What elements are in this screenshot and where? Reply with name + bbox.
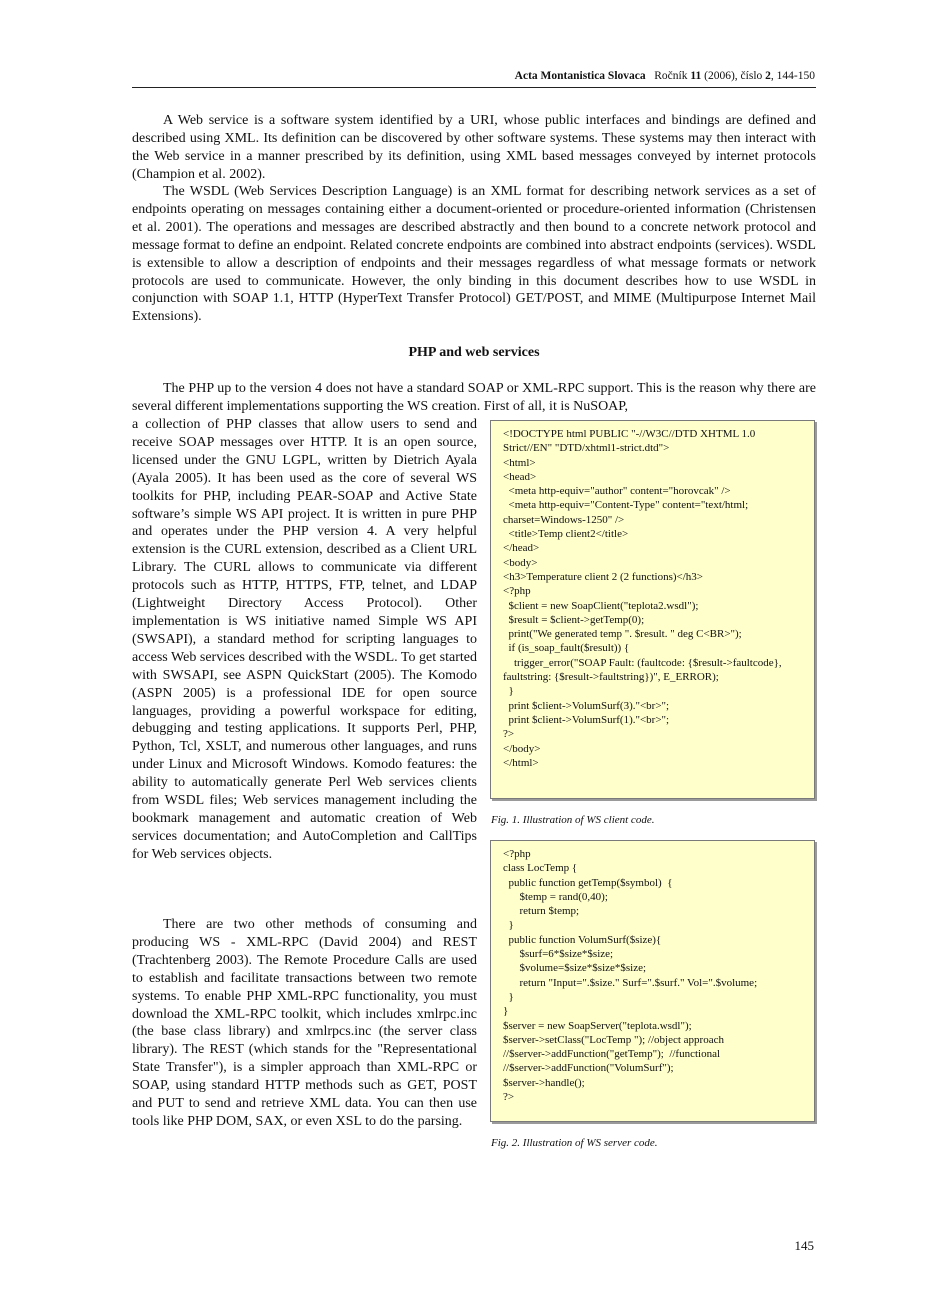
paragraph-web-service-definition: A Web service is a software system identified by a URI, whose public interfaces and bindings are defined and described using XML. Its definition can be discovered by other software systems. These systems may then interact with the Web service in a manner prescribed by its definition, using XML based messages conveyed by internet protocols (Champion et al. 2002).	[132, 113, 816, 182]
running-header	[132, 69, 815, 83]
rocnik-label: Ročník	[654, 70, 688, 82]
figure-1-code-box: <!DOCTYPE html PUBLIC "-//W3C//DTD XHTML 1.0 Strict//EN" "DTD/xhtml1-strict.dtd"> <html> <head> <meta http-equiv="author" content="horovcak" /> <meta http-equiv="Content-Type" content="text/html; charset=Windows-1250" /> <title>Temp client2</title> </head> <body> <h3>Temperature client 2 (2 functions)</h3> <?php $client = new SoapClient("teplota2.wsdl"); $result = $client->getTemp(0); print("We generated temp ". $result. " deg C<BR>"); if (is_soap_fault($result)) { trigger_error("SOAP Fault: (faultcode: {$result->faultcode}, faultstring: {$result->faultstring})", E_ERROR); } print $client->VolumSurf(3)."<br>"; print $client->VolumSurf(1)."<br>"; ?> </body> </html>	[490, 420, 815, 799]
header-divider	[132, 87, 816, 88]
year: (2006),	[704, 70, 738, 82]
figure-2-code-box: <?php class LocTemp { public function getTemp($symbol) { $temp = rand(0,40); return $temp; } public function VolumSurf($size){ $surf=6*$size*$size; $volume=$size*$size*$size; return "Input=".$size." Surf=".$surf." Vol=".$volume; } } $server = new SoapServer("teplota.wsdl"); $server->setClass("LocTemp "); //object approach //$server->addFunction("getTemp"); //functional //$server->addFunction("VolumSurf"); $server->handle(); ?>	[490, 840, 815, 1122]
page-range: , 144-150	[770, 70, 815, 82]
paragraph-xmlrpc-rest: There are two other methods of consuming and producing WS - XML-RPC (David 2004) and REST (Trachtenberg 2003). The Remote Procedure Calls are used to establish and facilitate transactions between two remote systems. To enable PHP XML-RPC functionality, you must download the XML-RPC toolkit, which includes xmlrpc.inc (the base class library) and xmlrpcs.inc (the server class library). The REST (which stands for the "Representational State Transfer"), is a simpler approach than XML-RPC or SOAP, using standard HTTP methods such as GET, POST and PUT to send and retrieve XML data. You can then use tools like PHP DOM, SAX, or even XSL to do the parsing.	[132, 917, 477, 1129]
issue-number: 2	[765, 70, 771, 82]
figure-2-caption: Fig. 2. Illustration of WS server code.	[491, 1137, 658, 1149]
paragraph-nusoap: a collection of PHP classes that allow users to send and receive SOAP messages over HTTP. It is an open source, licensed under the GNU LGPL, written by Dietrich Ayala (Ayala 2005). It has been used as the core of several WS toolkits for PHP, including PEAR-SOAP and Active State software’s simple WS API project. It is written in pure PHP and operates under the PHP version 4. A very helpful extension is the CURL extension, described as a Client URL Library. The CURL allows to communicate via different protocols such as HTTP, HTTPS, FTP, telnet, and LDAP (Lightweight Directory Access Protocol). Other implementation is WS initiative named Simple WS API (SWSAPI), a standard method for scripting languages to access Web services described with the WSDL. To get started with SWSAPI, see ASPN QuickStart (2005). The Komodo (ASPN 2005) is a professional IDE for open source languages, providing a powerful workspace for editing, debugging and testing applications. It supports Perl, PHP, Python, Tcl, XSLT, and numerous other languages, and runs under Linux and Microsoft Windows. Komodo features: the ability to automatically generate Perl Web services clients from WSDL files; Web services management including the bookmark management and automatic creation of Web services documentation; and AutoCompletion and CallTips for Web services objects.	[132, 417, 477, 862]
journal-name: Acta Montanistica Slovaca	[514, 70, 646, 82]
volume-number: 11	[690, 70, 702, 82]
cislo-label: číslo	[740, 70, 763, 82]
section-heading: PHP and web services	[408, 345, 540, 360]
paragraph-php-intro: The PHP up to the version 4 does not have a standard SOAP or XML-RPC support. This is the reason why there are several different implementations supporting the WS creation. First of all, it is NuSOAP,	[132, 381, 816, 414]
paragraph-wsdl: The WSDL (Web Services Description Language) is an XML format for describing network services as a set of endpoints operating on messages containing either a document-oriented or procedure-oriented information (Christensen et al. 2001). The operations and messages are described abstractly and then bound to a concrete network protocol and message format to define an endpoint. Related concrete endpoints are combined into abstract endpoints (services). WSDL is extensible to allow a description of endpoints and their messages regardless of what message formats or network protocols are used to communicate. However, the only binding in this document describes how to use WSDL in conjunction with SOAP 1.1, HTTP (HyperText Transfer Protocol) GET/POST, and MIME (Multipurpose Internet Mail Extensions).	[132, 184, 816, 325]
page-number: 145	[794, 1238, 814, 1253]
figure-1-caption: Fig. 1. Illustration of WS client code.	[491, 814, 655, 826]
